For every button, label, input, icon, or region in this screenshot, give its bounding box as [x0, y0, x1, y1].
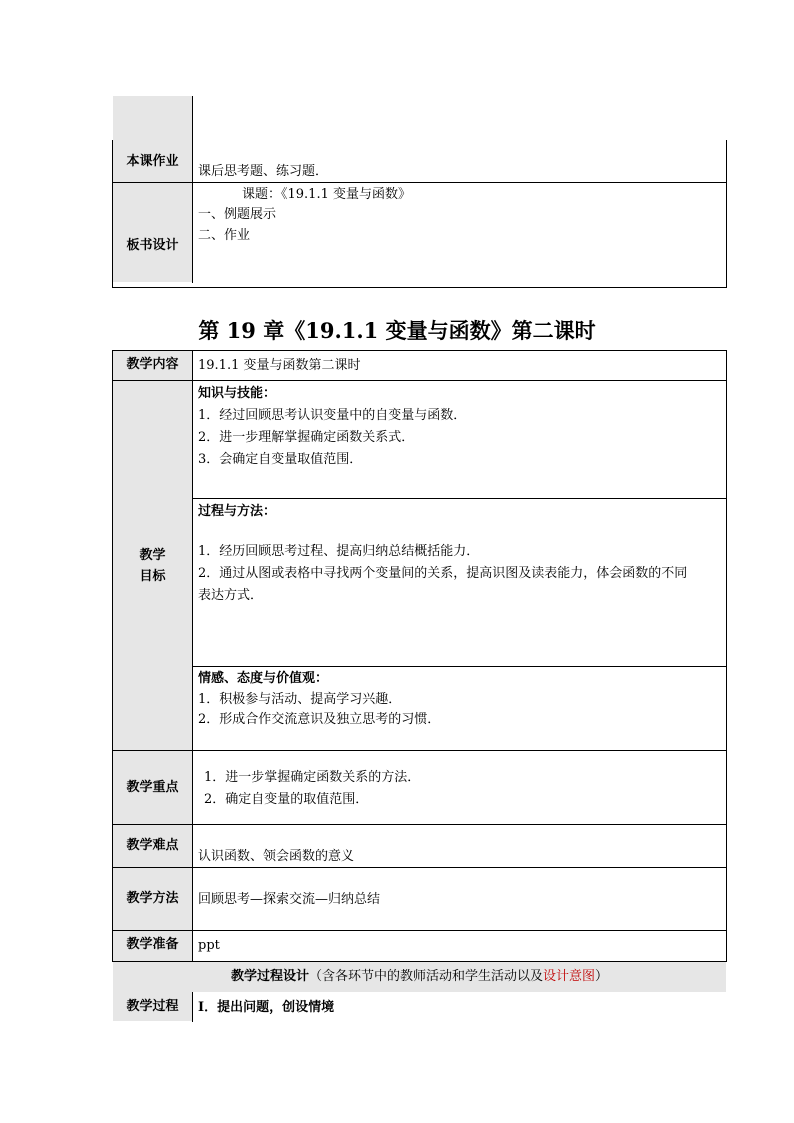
process-item: 2．通过从图或表格中寻找两个变量间的关系，提高识图及读表能力，体会函数的不同 [198, 566, 688, 581]
row-line [112, 824, 727, 825]
lower-label-column [113, 351, 192, 1021]
upper-bottom-line [112, 287, 727, 288]
row-line [112, 930, 727, 931]
knowledge-item: 1．经过回顾思考认识变量中的自变量与函数． [198, 408, 467, 423]
lower-left-border [112, 350, 113, 962]
difficulty-label: 教学难点 [126, 838, 179, 853]
process-first-step: Ⅰ．提出问题，创设情境 [198, 1000, 335, 1015]
method-label: 教学方法 [126, 891, 179, 906]
board-label: 板书设计 [126, 238, 179, 253]
key-item: 2．确定自变量的取值范围． [204, 792, 369, 807]
process-item: 表达方式． [198, 588, 264, 603]
design-header-note: （含各环节中的教师活动和学生活动以及 [308, 969, 543, 984]
lesson-title: 第 19 章《19.1.1 变量与函数》第二课时 [198, 318, 596, 343]
upper-row-line [112, 182, 727, 183]
lower-right-border [726, 350, 727, 962]
design-header-end: ） [595, 969, 609, 984]
content-text: 19.1.1 变量与函数第二课时 [198, 358, 361, 373]
process-heading: 过程与方法： [198, 504, 277, 519]
board-line: 二、作业 [198, 228, 251, 243]
row-line [112, 961, 727, 962]
row-line [112, 867, 727, 868]
goals-label-2: 目标 [139, 569, 166, 584]
key-item: 1．进一步掌握确定函数关系的方法． [204, 770, 421, 785]
upper-right-border [726, 140, 727, 288]
lower-divider [192, 350, 193, 962]
content-label: 教学内容 [126, 357, 179, 372]
homework-label: 本课作业 [126, 154, 179, 169]
prep-text: ppt [198, 938, 220, 953]
emotion-item: 1．积极参与活动、提高学习兴趣． [198, 692, 402, 707]
knowledge-heading: 知识与技能： [198, 386, 277, 401]
process-divider [192, 992, 193, 1022]
difficulty-text: 认识函数、领会函数的意义 [198, 849, 355, 864]
homework-text: 课后思考题、练习题． [198, 164, 329, 179]
knowledge-item: 2．进一步理解掌握确定函数关系式． [198, 430, 415, 445]
lower-top-line [112, 350, 727, 351]
design-header-bold: 教学过程设计 [230, 969, 309, 984]
key-label: 教学重点 [126, 780, 179, 795]
design-header-red: 设计意图 [543, 969, 596, 984]
emotion-item: 2．形成合作交流意识及独立思考的习惯． [198, 712, 441, 727]
row-line [192, 666, 727, 667]
emotion-heading: 情感、态度与价值观： [198, 671, 329, 686]
board-line: 课题：《19.1.1 变量与函数》 [242, 187, 411, 202]
board-line: 一、例题展示 [198, 207, 277, 222]
row-line [192, 498, 727, 499]
process-item: 1．经历回顾思考过程、提高归纳总结概括能力． [198, 544, 480, 559]
upper-divider [192, 96, 193, 283]
process-label: 教学过程 [126, 999, 179, 1014]
method-text: 回顾思考—探索交流—归纳总结 [198, 892, 381, 907]
row-line [112, 380, 727, 381]
knowledge-item: 3．会确定自变量取值范围． [198, 452, 363, 467]
design-header [113, 969, 726, 985]
row-line [112, 750, 727, 751]
goals-label-1: 教学 [139, 548, 166, 563]
prep-label: 教学准备 [126, 937, 179, 952]
